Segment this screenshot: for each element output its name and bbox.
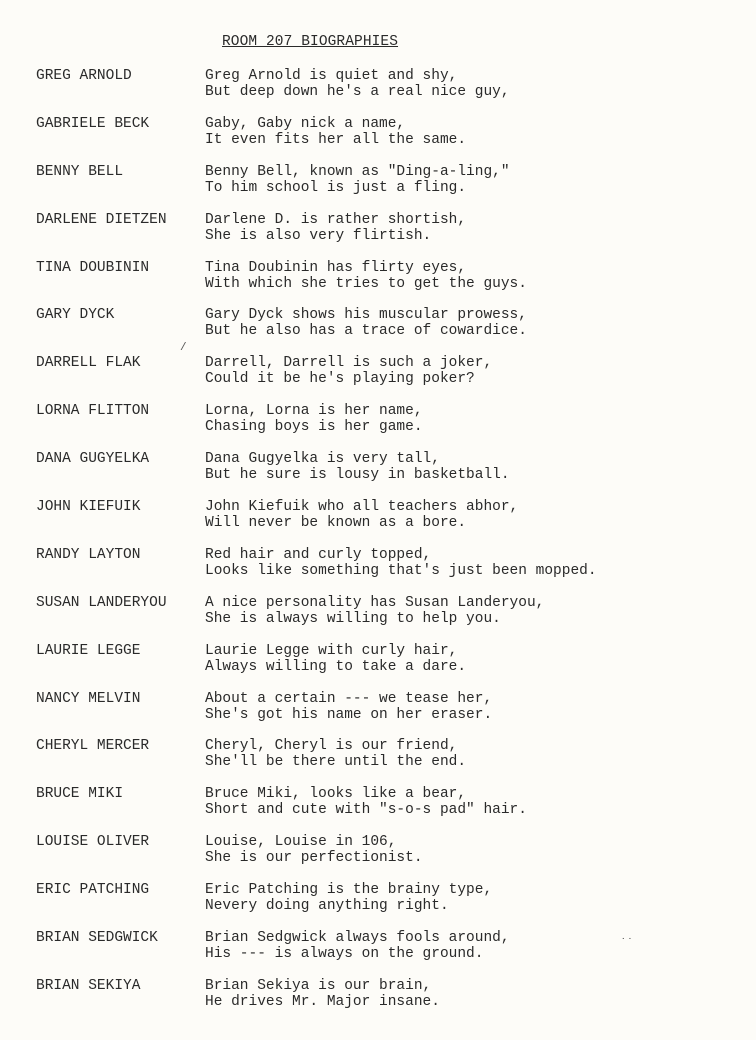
student-name: NANCY MELVIN (36, 690, 141, 707)
biography-entry (0, 643, 756, 691)
student-name: GREG ARNOLD (36, 68, 132, 84)
biography-verse (205, 643, 466, 675)
student-name: BRIAN SEDGWICK (36, 930, 158, 947)
student-name: LORNA FLITTON (36, 403, 150, 420)
student-name: DARRELL FLAK (36, 355, 141, 372)
biography-entry (0, 738, 756, 786)
student-name: ERIC PATCHING (36, 882, 150, 899)
biography-entry (0, 978, 756, 1026)
stray-mark: / (180, 342, 187, 354)
verse-line-2: She is also very flirtish. (205, 227, 432, 244)
student-name: LAURIE LEGGE (36, 642, 141, 659)
biography-verse (205, 355, 492, 387)
student-name: DARLENE DIETZEN (36, 211, 167, 228)
verse-line-2: She's got his name on her eraser. (205, 706, 493, 723)
verse-line-1: Brian Sekiya is our brain, (205, 977, 432, 994)
student-name: TINA DOUBININ (36, 259, 150, 276)
student-name: BRUCE MIKI (36, 786, 124, 803)
biography-verse (205, 164, 510, 196)
biography-entry (0, 499, 756, 547)
student-name: DANA GUGYELKA (36, 451, 150, 468)
page-title: ROOM 207 BIOGRAPHIES (222, 34, 399, 50)
biography-verse (205, 68, 510, 100)
verse-line-2: Will never be known as a bore. (205, 515, 467, 532)
biography-entry (0, 595, 756, 643)
student-name: CHERYL MERCER (36, 738, 150, 755)
verse-line-1: Brian Sedgwick always fools around, (205, 930, 510, 947)
verse-line-2: Short and cute with "s-o-s pad" hair. (205, 802, 527, 819)
verse-line-2: His --- is always on the ground. (205, 946, 484, 963)
biography-verse (205, 451, 510, 483)
verse-line-2: She'll be there until the end. (205, 754, 467, 771)
biography-verse (205, 738, 466, 770)
biography-verse (205, 834, 423, 866)
verse-line-1: Eric Patching is the brainy type, (205, 882, 493, 899)
biography-verse (205, 260, 527, 292)
biography-entry (0, 403, 756, 451)
verse-line-1: Darlene D. is rather shortish, (205, 211, 467, 228)
student-name: RANDY LAYTON (36, 546, 141, 563)
student-name: BENNY BELL (36, 163, 124, 180)
biography-entry (0, 307, 756, 355)
biography-verse (205, 595, 544, 627)
biography-verse (205, 786, 527, 818)
biography-verse (205, 547, 597, 579)
biography-verse (205, 978, 440, 1010)
verse-line-1: Gary Dyck shows his muscular prowess, (205, 307, 527, 324)
verse-line-2: She is our perfectionist. (205, 850, 423, 867)
stray-mark: ˙˙ (620, 938, 634, 950)
biography-entry (0, 691, 756, 739)
verse-line-1: Red hair and curly topped, (205, 546, 432, 563)
verse-line-2: She is always willing to help you. (205, 610, 501, 627)
verse-line-2: Looks like something that's just been mopped. (205, 562, 597, 579)
verse-line-1: Darrell, Darrell is such a joker, (205, 355, 493, 372)
biography-entry (0, 547, 756, 595)
biography-verse (205, 930, 510, 962)
verse-line-1: Cheryl, Cheryl is our friend, (205, 738, 458, 755)
student-name: GABRIELE BECK (36, 115, 150, 132)
verse-line-1: About a certain --- we tease her, (205, 690, 493, 707)
student-name: JOHN KIEFUIK (36, 499, 141, 516)
verse-line-1: Laurie Legge with curly hair, (205, 642, 458, 659)
student-name: SUSAN LANDERYOU (36, 594, 167, 611)
verse-line-2: But he also has a trace of cowardice. (205, 323, 527, 340)
verse-line-2: Could it be he's playing poker? (205, 371, 475, 388)
biography-verse (205, 499, 518, 531)
biography-verse (205, 212, 466, 244)
verse-line-2: To him school is just a fling. (205, 179, 467, 196)
verse-line-2: Chasing boys is her game. (205, 419, 423, 436)
verse-line-2: Nevery doing anything right. (205, 898, 449, 915)
student-name: GARY DYCK (36, 307, 115, 324)
verse-line-2: Always willing to take a dare. (205, 658, 467, 675)
biography-entry (0, 355, 756, 403)
verse-line-2: But deep down he's a real nice guy, (205, 84, 510, 100)
verse-line-1: A nice personality has Susan Landeryou, (205, 594, 545, 611)
verse-line-2: He drives Mr. Major insane. (205, 993, 440, 1010)
verse-line-1: Greg Arnold is quiet and shy, (205, 68, 458, 84)
biography-entry (0, 882, 756, 930)
biography-entry (0, 834, 756, 882)
biography-verse (205, 691, 492, 723)
biography-entry (0, 451, 756, 499)
verse-line-1: Louise, Louise in 106, (205, 834, 397, 851)
biography-entry (0, 116, 756, 164)
student-name: BRIAN SEKIYA (36, 977, 141, 994)
biography-entry (0, 164, 756, 212)
verse-line-1: Dana Gugyelka is very tall, (205, 451, 440, 468)
biography-list (0, 68, 756, 1026)
biography-entry (0, 930, 756, 978)
verse-line-2: With which she tries to get the guys. (205, 275, 527, 292)
biography-verse (205, 882, 492, 914)
verse-line-1: Gaby, Gaby nick a name, (205, 115, 406, 132)
verse-line-1: Tina Doubinin has flirty eyes, (205, 259, 467, 276)
student-name: LOUISE OLIVER (36, 834, 150, 851)
biography-verse (205, 307, 527, 339)
verse-line-1: Bruce Miki, looks like a bear, (205, 786, 467, 803)
biography-entry (0, 68, 756, 116)
biography-entry (0, 786, 756, 834)
biography-verse (205, 116, 466, 148)
verse-line-1: Lorna, Lorna is her name, (205, 403, 423, 420)
verse-line-1: Benny Bell, known as "Ding-a-ling," (205, 163, 510, 180)
verse-line-1: John Kiefuik who all teachers abhor, (205, 499, 519, 516)
verse-line-2: It even fits her all the same. (205, 131, 467, 148)
biography-entry (0, 212, 756, 260)
biography-verse (205, 403, 423, 435)
biography-entry (0, 260, 756, 308)
verse-line-2: But he sure is lousy in basketball. (205, 467, 510, 484)
